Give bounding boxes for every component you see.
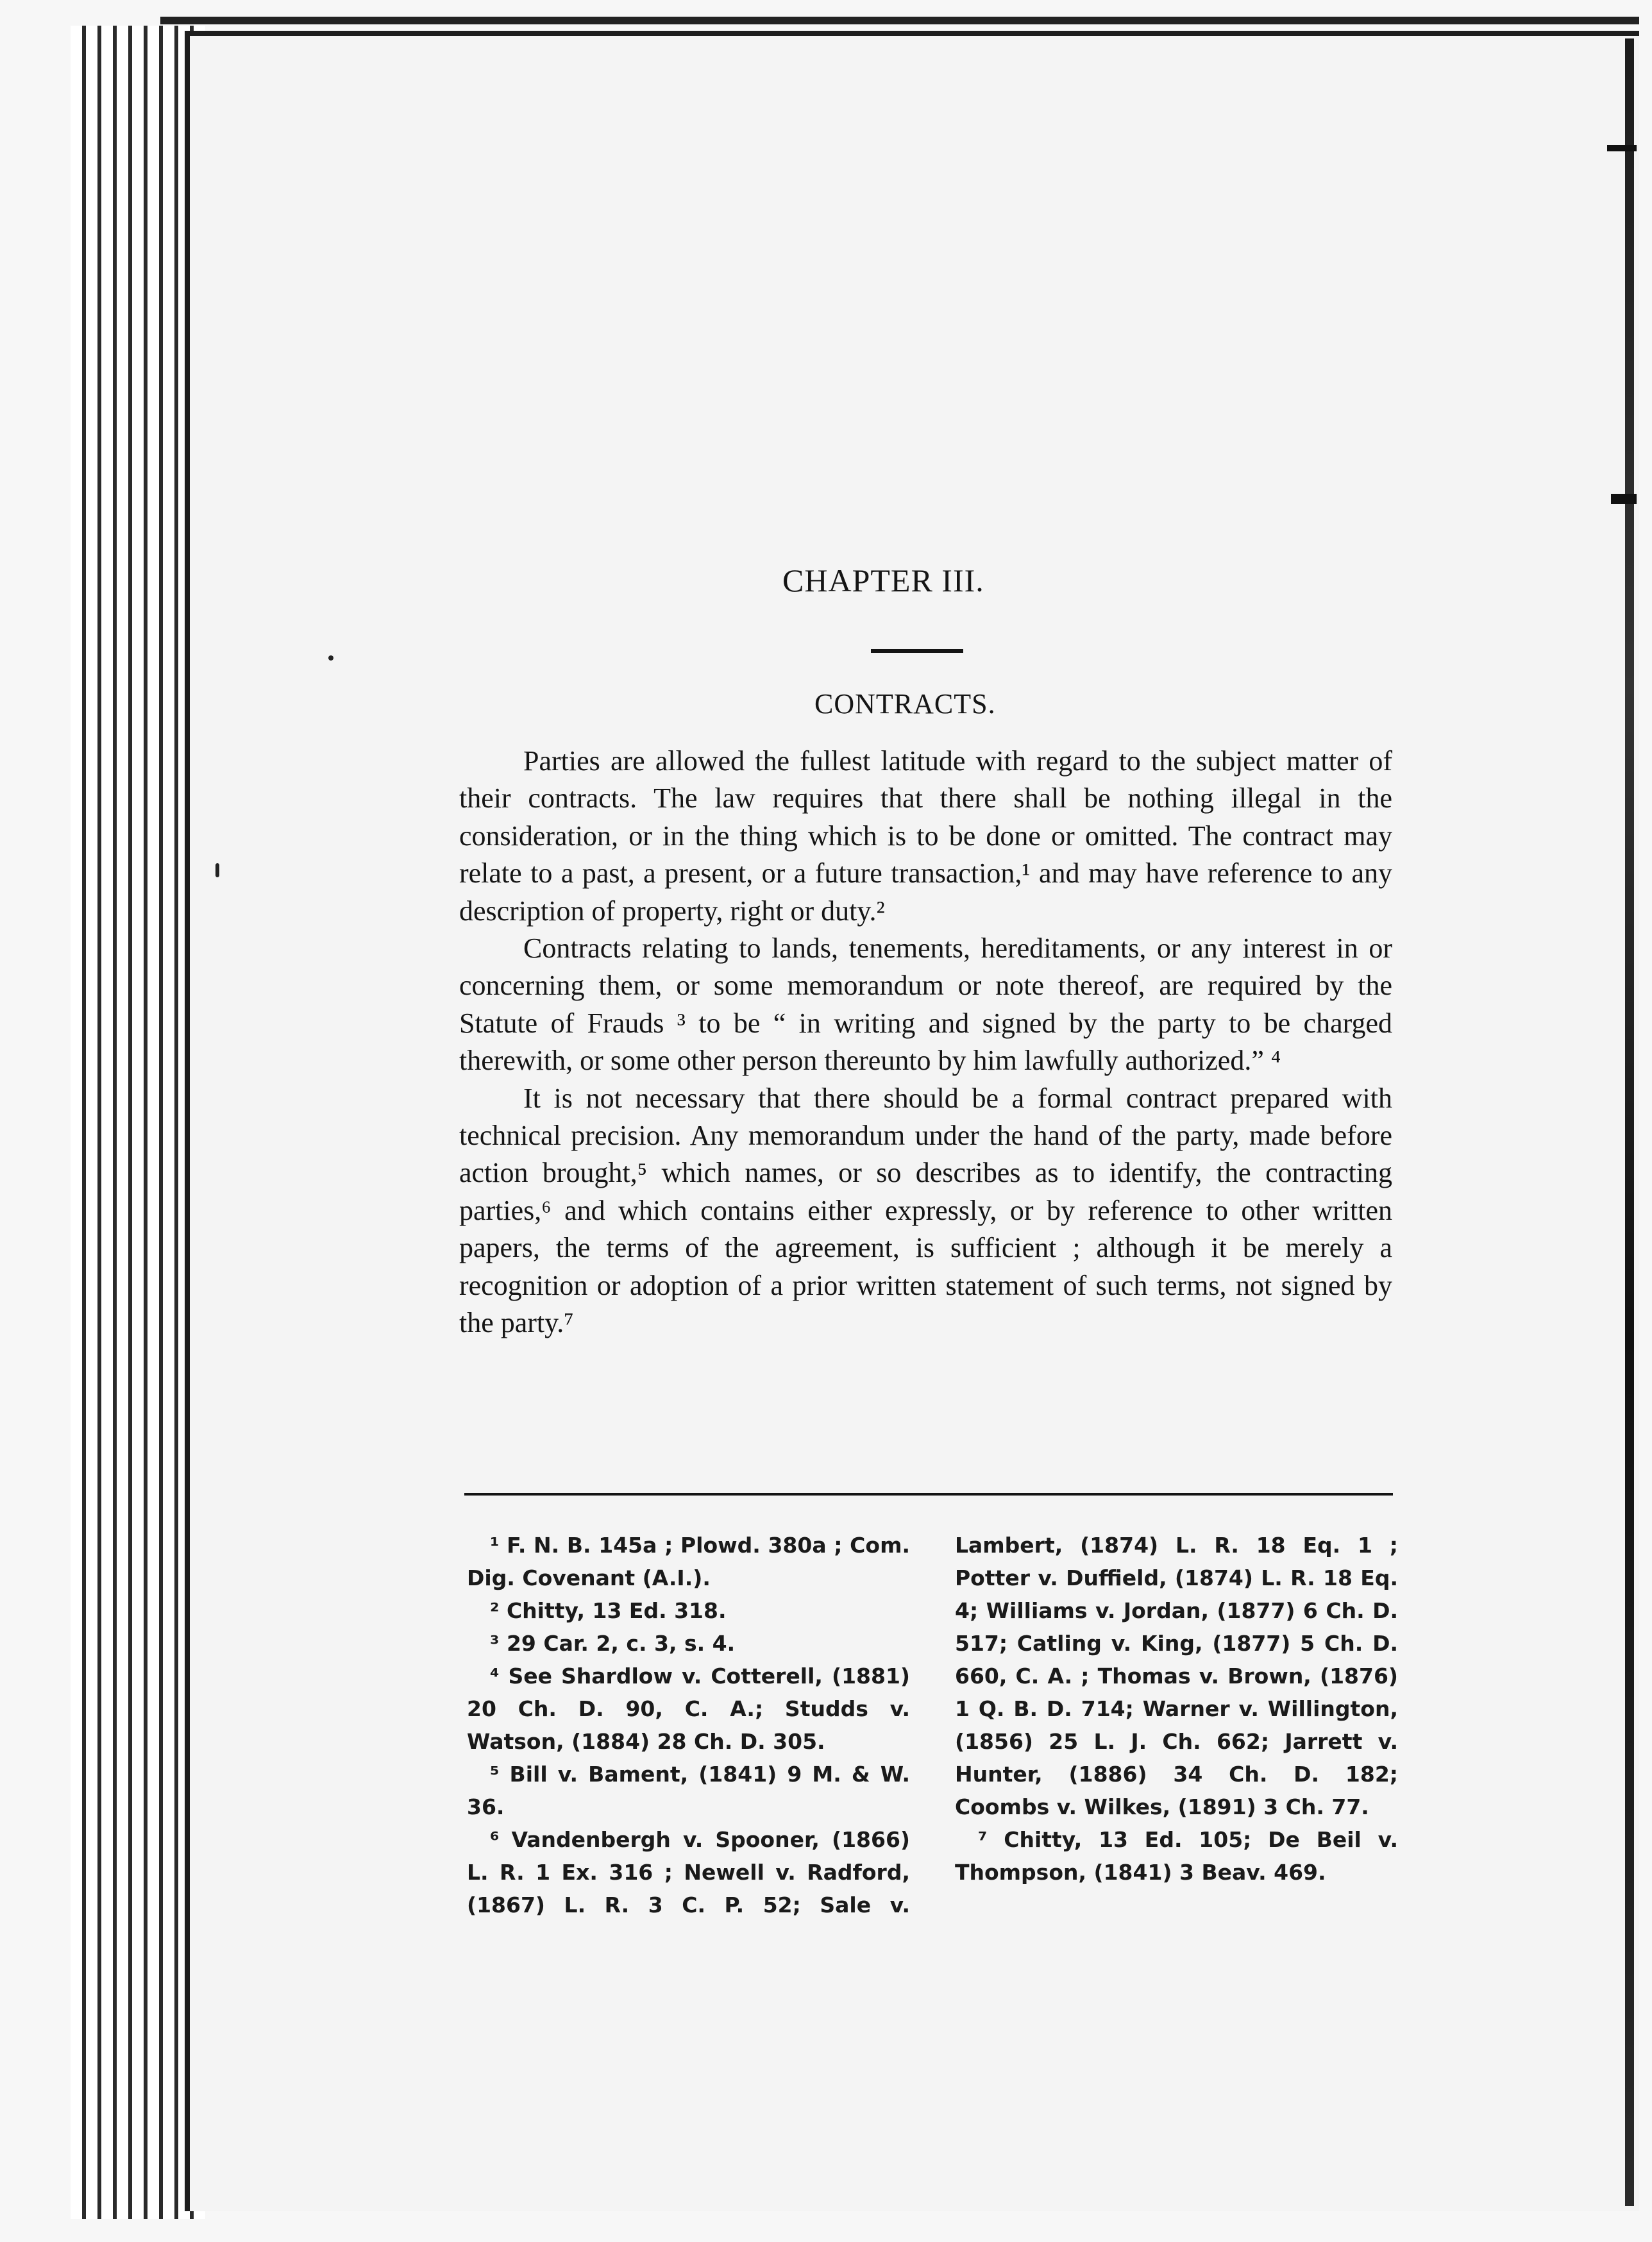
- scan-speck: [215, 863, 219, 877]
- footnote-rule: [464, 1493, 1393, 1496]
- binding-mark: [1611, 494, 1637, 504]
- binding-mark: [1607, 145, 1637, 151]
- footnote: ² Chitty, 13 Ed. 318.: [490, 1598, 727, 1623]
- book-top-edge: [160, 17, 1639, 24]
- section-title: CONTRACTS.: [814, 688, 996, 720]
- scan-speck: [328, 655, 333, 661]
- footnote: ⁴ See Shardlow v. Cotterell, (1881) 20 Ch. D. 90, C. A.; Studds v. Watson, (1884) 28 Ch. D. 305.: [467, 1664, 910, 1754]
- footnote: ³ 29 Car. 2, c. 3, s. 4.: [490, 1631, 736, 1656]
- paragraph: It is not necessary that there should be a formal contract prepared with technical precision. Any memorandum under the hand of the party, made before action brought,⁵ which names, or so describes as to identify, the contracting parties,⁶ and which contains either expressly, or by reference to other written papers, the terms of the agreement, is sufficient ; although it be merely a recognition or adoption of a prior written statement of such terms, not signed by the party.⁷: [459, 1082, 1392, 1339]
- footnote: ⁵ Bill v. Bament, (1841) 9 M. & W. 36.: [467, 1762, 910, 1819]
- footnote: ¹ F. N. B. 145a ; Plowd. 380a ; Com. Dig. Covenant (A.I.).: [467, 1533, 910, 1590]
- footnote: ⁷ Chitty, 13 Ed. 105; De Beil v. Thompson, (1841) 3 Beav. 469.: [955, 1827, 1398, 1885]
- footnotes: [467, 1529, 1398, 1921]
- title-rule: [871, 649, 963, 653]
- chapter-title: CHAPTER III.: [782, 562, 984, 598]
- body-text: [459, 743, 1392, 1342]
- paragraph: Parties are allowed the fullest latitude with regard to the subject matter of their contracts. The law requires that there shall be nothing illegal in the consideration, or in the thing which is to be done or omitted. The contract may relate to a past, a present, or a future transaction,¹ and may have reference to any description of property, right or duty.²: [459, 745, 1392, 927]
- paragraph: Contracts relating to lands, tenements, hereditaments, or any interest in or concerning them, or some memorandum or note thereof, are required by the Statute of Frauds ³ to be “ in writing and signed by the party to be charged therewith, or some other person thereunto by him lawfully authorized.” ⁴: [459, 932, 1392, 1077]
- book-right-edge: [1625, 38, 1634, 2206]
- footnote: ⁶ Vandenbergh v. Spooner, (1866) L. R. 1 Ex. 316 ; Newell v. Radford, (1867) L. R. 3 C. P. 52; Sale v. Lambert, (1874) L. R. 18 Eq. 1 ; Potter v. Duffield, (1874) L. R. 18 Eq. 4; Williams v. Jordan, (1877) 6 Ch. D. 517; Catling v. King, (1877) 5 Ch. D. 660, C. A. ; Thomas v. Brown, (1876) 1 Q. B. D. 714; Warner v. Willington, (1856) 25 L. J. Ch. 662; Jarrett v. Hunter, (1886) 34 Ch. D. 182; Coombs v. Wilkes, (1891) 3 Ch. 77.: [467, 1533, 1398, 1917]
